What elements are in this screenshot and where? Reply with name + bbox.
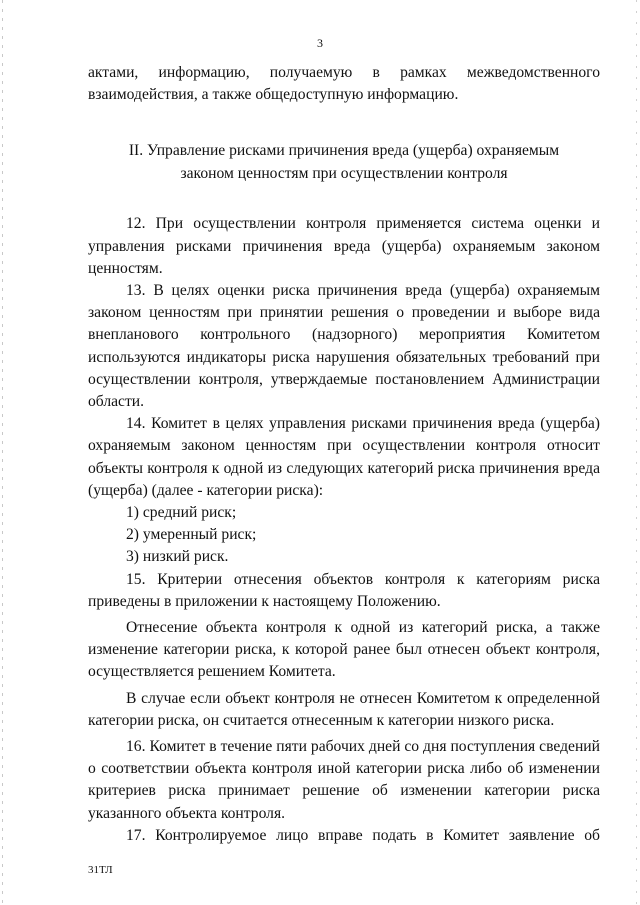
section-heading-line-1: II. Управление рисками причинения вреда (ущерба) охраняемым [128, 142, 560, 160]
section-heading-line-2: законом ценностям при осуществлении контроля [180, 164, 508, 182]
document-body [88, 62, 600, 847]
paragraph-14: 14. Комитет в целях управления рисками причинения вреда (ущерба) охраняемым законом ценностям при осуществлении контроля относит объекты контроля к одной из следующих категорий риска причинения вреда (ущерба) (далее - категории риска): [88, 415, 600, 499]
risk-category-2: 2) умеренный риск; [126, 526, 257, 544]
paragraph-15-risk-assignment: Отнесение объекта контроля к одной из категорий риска, а также изменение категории риска, к которой ранее был отнесен объект контроля, осуществляется решением Комитета. [88, 619, 600, 681]
paragraph-15: 15. Критерии отнесения объектов контроля к категориям риска приведены в приложении к настоящему Положению. [88, 570, 600, 610]
paragraph-16: 16. Комитет в течение пяти рабочих дней со дня поступления сведений о соответствии объекта контроля иной категории риска либо об изменении критериев риска принимает решение об изменении категории риска указанного объекта контроля. [88, 738, 600, 822]
risk-category-1: 1) средний риск; [126, 504, 237, 522]
scan-edge-left [2, 0, 3, 905]
section-heading [88, 140, 600, 185]
risk-category-3: 3) низкий риск. [126, 548, 229, 566]
footer-code: 31ТЛ [88, 864, 113, 876]
paragraph-15-default-category: В случае если объект контроля не отнесен Комитетом к определенной категории риска, он считается отнесенным к категории низкого риска. [88, 689, 600, 729]
paragraph-17: 17. Контролируемое лицо вправе подать в Комитет заявление об [126, 826, 600, 844]
intro-paragraph: актами, информацию, получаемую в рамках межведомственного взаимодействия, а также общедоступную информацию. [88, 64, 600, 104]
page-number: 3 [317, 36, 323, 50]
paragraph-13: 13. В целях оценки риска причинения вреда (ущерба) охраняемым законом ценностям при принятии решения о проведении и выборе вида внепланового контрольного (надзорного) мероприятия Комитетом используются индикаторы риска нарушения обязательных требований при осуществлении контроля, утверждаемые постановлением Администрации области. [88, 282, 600, 411]
scan-edge-right [636, 0, 637, 905]
paragraph-12: 12. При осуществлении контроля применяется система оценки и управления рисками причинения вреда (ущерба) охраняемым законом ценностям. [88, 215, 600, 277]
